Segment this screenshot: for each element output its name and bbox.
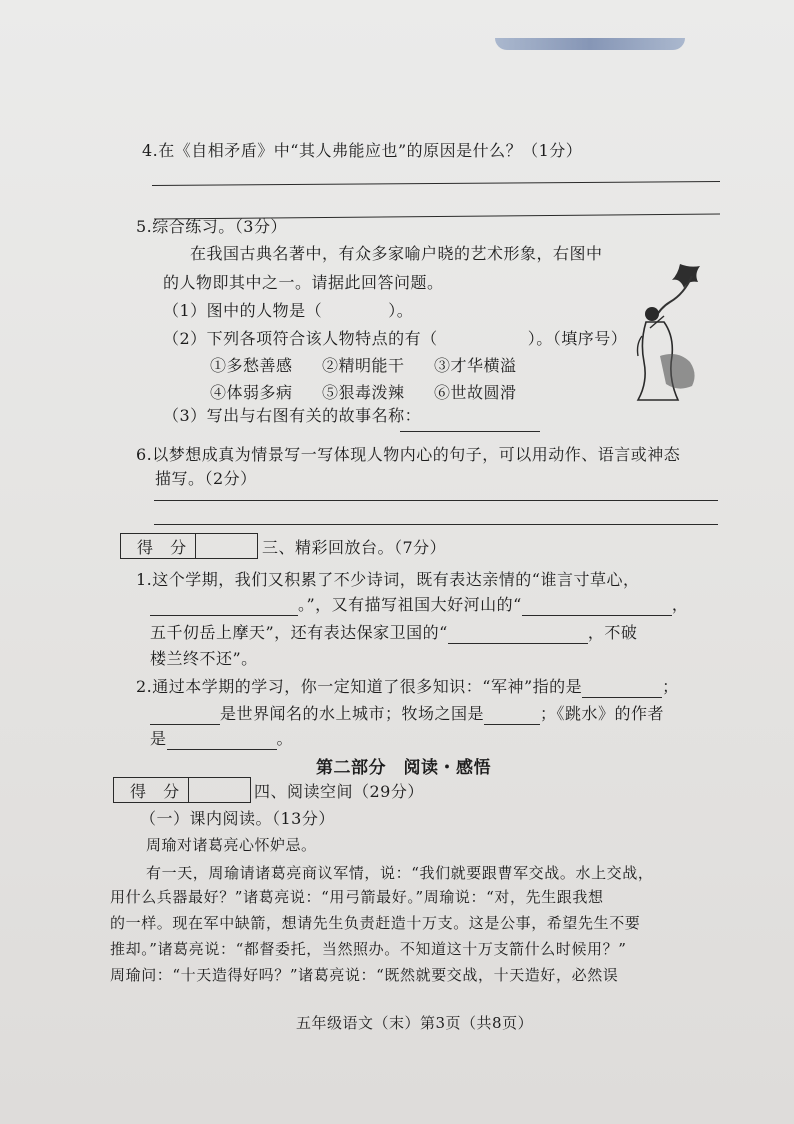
- question-6: 6.以梦想成真为情景写一写体现人物内心的句子，可以用动作、语言或神态: [136, 445, 681, 464]
- sub2-end: ）。（填序号）: [527, 329, 628, 348]
- passage-line: 有一天，周瑜请诸葛亮商议军情，说：“我们就要跟曹军交战。水上交战，: [146, 864, 654, 882]
- section-3-q1: 楼兰终不还”。: [150, 649, 258, 668]
- answer-line[interactable]: [152, 181, 720, 186]
- answer-line[interactable]: [154, 500, 718, 501]
- section-3-q2: 是 。: [150, 729, 294, 748]
- answer-blank[interactable]: [484, 706, 540, 725]
- question-5-sub3: （3）写出与右图有关的故事名称：: [163, 406, 422, 425]
- answer-blank[interactable]: [448, 625, 588, 644]
- answer-line[interactable]: [154, 524, 718, 525]
- passage-line: 的一样。现在军中缺箭，想请先生负责赶造十万支。这是公事，希望先生不要: [110, 914, 641, 932]
- option: ④体弱多病: [210, 383, 293, 402]
- options-row-1: [210, 355, 517, 377]
- passage-line: 推却。”诸葛亮说：“都督委托，当然照办。不知道这十万支箭什么时候用？”: [110, 940, 627, 958]
- sub1-label: （1）图中的人物是（: [163, 301, 323, 320]
- question-4: 4.在《自相矛盾》中“其人弗能应也”的原因是什么？（1分）: [142, 141, 583, 160]
- option: ①多愁善感: [210, 356, 293, 375]
- page-footer: 五年级语文（末）第3页（共8页）: [296, 1014, 534, 1032]
- option: ⑤狠毒泼辣: [322, 383, 405, 402]
- answer-blank[interactable]: [150, 597, 298, 616]
- passage-line: 周瑜问：“十天造得好吗？”诸葛亮说：“既然就要交战，十天造好，必然误: [110, 966, 619, 984]
- section-3-q2: 2.通过本学期的学习，你一定知道了很多知识：“军神”指的是 ；: [136, 677, 679, 696]
- part-2-title: 第二部分 阅读・感悟: [316, 758, 491, 778]
- question-5-title: 5.综合练习。（3分）: [136, 217, 287, 236]
- passage-line: 用什么兵器最好？”诸葛亮说：“用弓箭最好。”周瑜说：“对，先生跟我想: [110, 888, 604, 906]
- option: ②精明能干: [322, 356, 405, 375]
- question-6: 描写。（2分）: [155, 469, 257, 488]
- options-row-2: [210, 382, 517, 404]
- section-3-q1: 1.这个学期，我们又积累了不少诗词，既有表达亲情的“谁言寸草心，: [136, 570, 640, 589]
- section-3-title: 三、精彩回放台。（7分）: [262, 538, 447, 557]
- option: ③才华横溢: [434, 356, 517, 375]
- score-label: 得 分: [137, 538, 193, 557]
- answer-blank[interactable]: [167, 731, 277, 750]
- answer-blank[interactable]: [150, 706, 220, 725]
- question-5-intro: 的人物即其中之一。请据此回答问题。: [163, 273, 444, 292]
- scan-smudge: [495, 38, 685, 50]
- option: ⑥世故圆滑: [434, 383, 517, 402]
- section-4-title: 四、阅读空间（29分）: [254, 782, 424, 801]
- sub1-end: ）。: [388, 301, 414, 320]
- section-3-q2: 是世界闻名的水上城市；牧场之国是 ；《跳水》的作者: [150, 703, 664, 725]
- answer-line[interactable]: [400, 431, 540, 432]
- passage-title: 周瑜对诸葛亮心怀妒忌。: [146, 836, 317, 854]
- section-4-subtitle: （一）课内阅读。（13分）: [140, 809, 335, 828]
- score-label: 得 分: [130, 782, 186, 801]
- character-illustration: [630, 256, 706, 404]
- question-5-sub2: [163, 328, 627, 350]
- section-3-q1: 。”，又有描写祖国大好河山的“ ，: [150, 594, 688, 616]
- score-box: [120, 533, 258, 559]
- score-box: [113, 777, 251, 803]
- answer-blank[interactable]: [582, 679, 662, 698]
- sub2-label: （2）下列各项符合该人物特点的有（: [163, 329, 438, 348]
- question-5-sub1: [163, 300, 413, 322]
- question-5-intro: 在我国古典名著中，有众多家喻户晓的艺术形象，右图中: [190, 244, 603, 263]
- section-3-q1: 五千仞岳上摩天”，还有表达保家卫国的“ ，不破: [150, 623, 638, 642]
- answer-blank[interactable]: [522, 597, 672, 616]
